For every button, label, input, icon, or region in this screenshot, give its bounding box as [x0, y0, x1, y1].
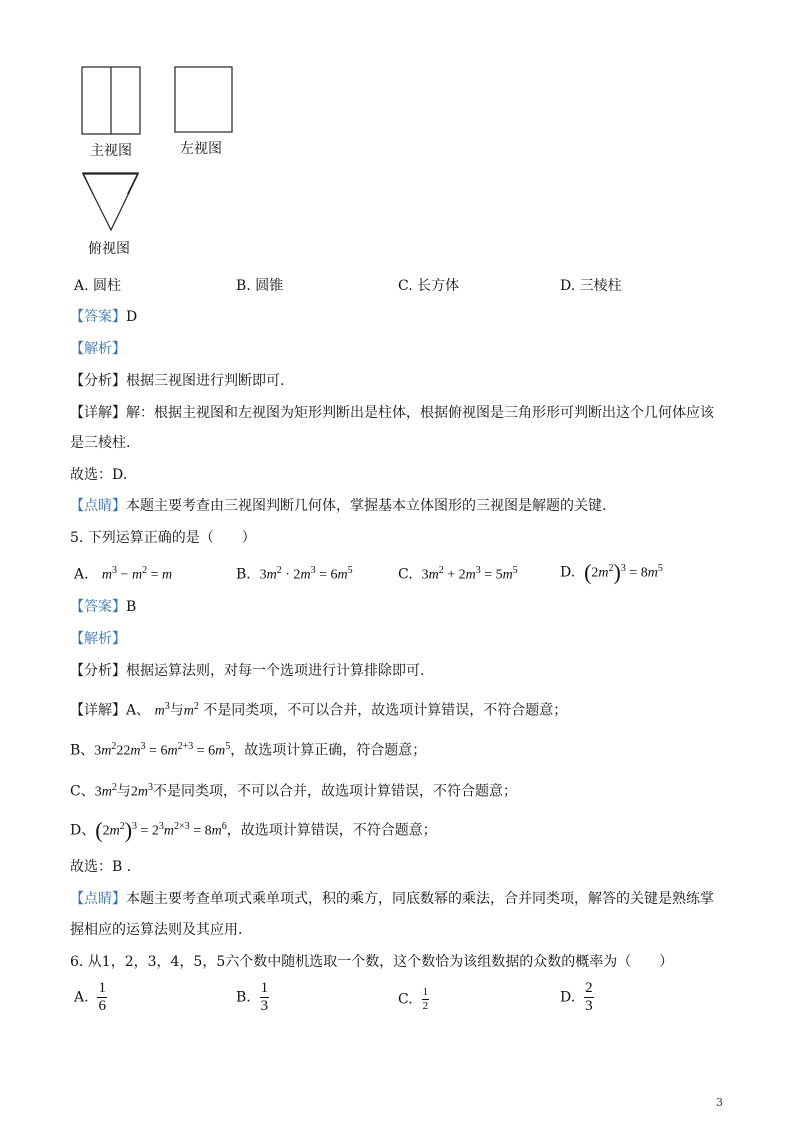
q6-option-a: A. $\frac{1}{6}$	[74, 980, 106, 1014]
q5-detail-a: 【详解】A、 $m^3$与$m^2$ 不是同类项，不可以合并，故选项计算错误，不符合题意；	[70, 701, 568, 719]
analysis-tag: 【分析】	[70, 663, 126, 679]
q6-stem: 6. 从1，2，3，4，5，5六个数中随机选取一个数，这个数恰为该组数据的众数的概率为（ ）	[70, 954, 674, 970]
top-view-triangle-shape	[83, 174, 138, 230]
comment-text: 本题主要考查单项式乘单项式，积的乘方，同底数幂的乘法，合并同类项，解答的关键是熟练掌	[126, 891, 714, 907]
q5-answer	[70, 598, 136, 616]
detail-tag: 【详解】	[70, 405, 126, 421]
q5-comment-line-1	[70, 890, 714, 908]
answer-value: B	[126, 599, 137, 615]
q4-choose: 故选：D.	[70, 467, 128, 483]
comment-text: 本题主要考查由三视图判断几何体，掌握基本立体图形的三视图是解题的关键.	[126, 498, 607, 514]
q5-jiexi: 【解析】	[70, 631, 126, 647]
answer-tag: 【答案】	[70, 309, 126, 325]
analysis-text: 根据三视图进行判断即可.	[126, 373, 285, 389]
q4-comment	[70, 497, 606, 515]
page-number: 3	[716, 1096, 723, 1109]
q4-option-a: A. 圆柱	[74, 278, 122, 294]
comment-tag: 【点睛】	[70, 498, 126, 514]
q5-option-d: D. $(2m^2)^3 = 8m^5$	[560, 559, 663, 585]
q5-option-a: A. $m^3 - m^2 = m$	[74, 565, 173, 583]
detail-text: 解：根据主视图和左视图为矩形判断出是柱体，根据俯视图是三角形形可判断出这个几何体应该	[126, 405, 714, 421]
main-view-label: 主视图	[90, 143, 132, 159]
q5-comment-line-2: 握相应的运算法则及其应用.	[70, 922, 243, 938]
comment-tag: 【点睛】	[70, 891, 126, 907]
q6-option-d: D. $\frac{2}{3}$	[560, 980, 593, 1014]
q5-choose: 故选：B .	[70, 859, 132, 875]
q5-detail-d: D、$(2m^2)^3 = 2^3m^{2\times 3} = 8m^6$，故选项计算错误，不符合题意；	[70, 817, 437, 843]
q4-answer	[70, 308, 137, 326]
fraction: $\frac{1}{3}$	[260, 980, 269, 1014]
q4-option-c: C. 长方体	[398, 278, 460, 294]
q6-option-b: B. $\frac{1}{3}$	[236, 980, 269, 1014]
answer-value: D	[126, 309, 138, 325]
analysis-text: 根据运算法则，对每一个选项进行计算排除即可.	[126, 663, 425, 679]
q5-analysis	[70, 662, 424, 680]
fraction: $\frac{1}{2}$	[422, 986, 429, 1012]
detail-tag: 【详解】	[70, 702, 126, 719]
q4-detail-line-2: 是三棱柱.	[70, 435, 131, 451]
fraction: $\frac{1}{6}$	[98, 980, 106, 1014]
analysis-tag: 【分析】	[70, 373, 126, 389]
q4-option-b: B. 圆锥	[236, 278, 284, 294]
q5-detail-c: C、$3m^2$与$2m^3$不是同类项，不可以合并，故选项计算错误，不符合题意；	[70, 782, 517, 800]
top-view-figure	[75, 168, 155, 236]
left-view-label: 左视图	[180, 141, 222, 157]
q4-jiexi: 【解析】	[70, 341, 126, 357]
q5-option-c: C. $3m^2 + 2m^3 = 5m^5$	[398, 565, 518, 583]
left-view-rect	[175, 67, 232, 132]
q4-option-d: D. 三棱柱	[560, 278, 622, 294]
fraction: $\frac{2}{3}$	[585, 980, 593, 1014]
q5-option-b: B. $3m^2 \cdot 2m^3 = 6m^5$	[236, 565, 353, 583]
q4-detail-line-1	[70, 404, 714, 422]
answer-tag: 【答案】	[70, 599, 126, 615]
q5-stem: 5. 下列运算正确的是（ ）	[70, 530, 256, 546]
q4-analysis	[70, 372, 284, 390]
top-view-label: 俯视图	[88, 241, 130, 257]
q5-detail-b: B、$3m^222m^3 = 6m^{2+3} = 6m^5$，故选项计算正确，符合题意；	[70, 741, 427, 759]
q6-option-c: C. $\frac{1}{2}$	[398, 986, 429, 1012]
